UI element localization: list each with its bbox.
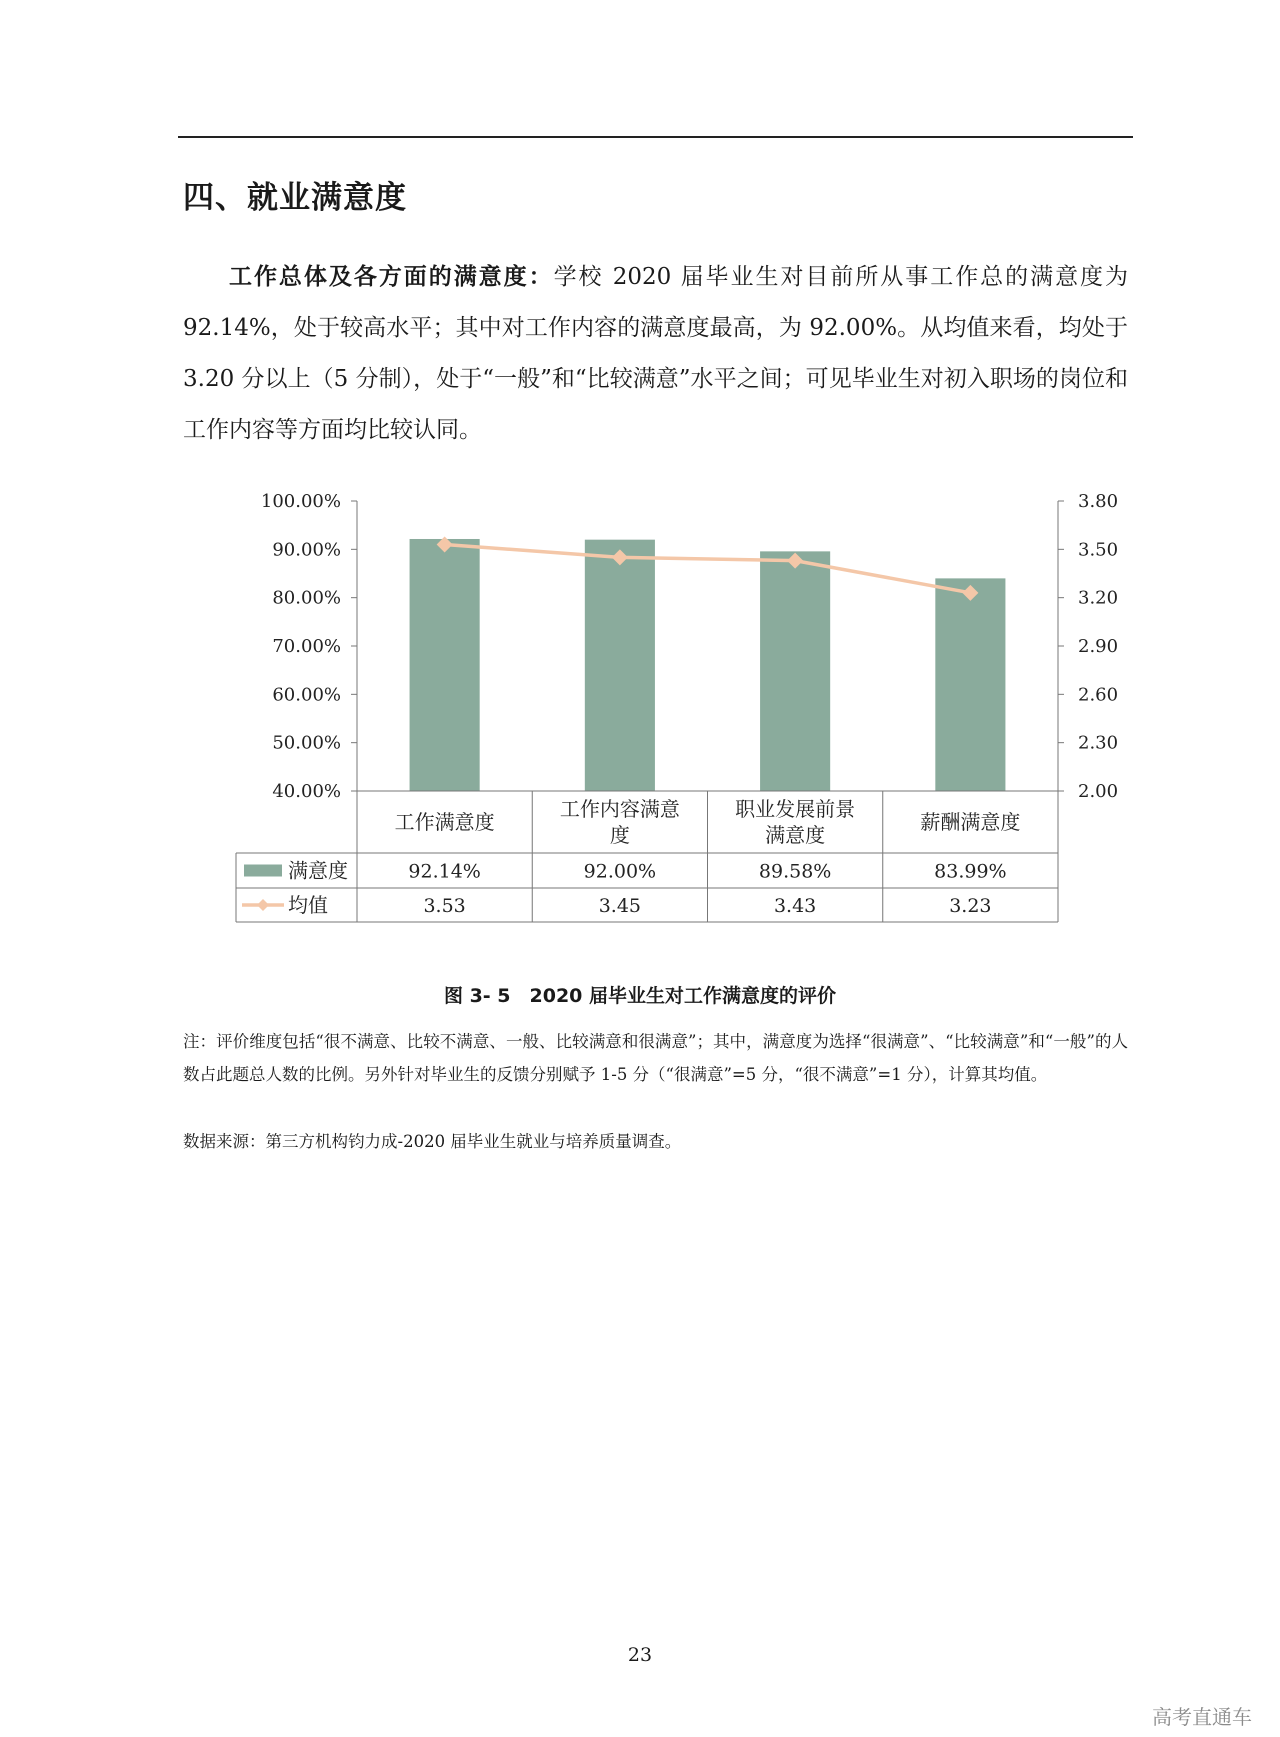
figure-note: 注：评价维度包括“很不满意、比较不满意、一般、比较满意和很满意”；其中，满意度为选择“很满意”、“比较满意”和“一般”的人数占此题总人数的比例。另外针对毕业生的反馈分别赋予 1-5 分（“很满意”=5 分，“很不满意”=1 分），计算其均值。: [183, 1032, 1128, 1084]
bar-2: [585, 540, 655, 791]
y-right-tick-label: 3.80: [1078, 491, 1119, 512]
y-left-tick-label: 60.00%: [272, 684, 341, 706]
category-label: 度: [609, 823, 630, 847]
data-label-satisfaction: 92.00%: [583, 860, 657, 883]
y-left-tick-label: 90.00%: [272, 539, 341, 561]
legend-label-mean: 均值: [288, 893, 328, 917]
paragraph-text: 学校 2020 届毕业生对目前所从事工作总的满意度为 92.14%，处于较高水平；其中对工作内容的满意度最高，为 92.00%。从均值来看，均处于 3.20 分以上（5 分制），处于“一般”和“比较满意”水平之间；可见毕业生对初入职场的岗位和工作内容等方面均比较认同。: [183, 264, 1129, 443]
figure-caption: 图 3- 5 2020 届毕业生对工作满意度的评价: [443, 985, 837, 1007]
legend-key-marker: [257, 899, 269, 911]
y-right-tick-label: 2.00: [1078, 781, 1119, 802]
page-number: 23: [627, 1644, 653, 1666]
bar-1: [410, 539, 480, 791]
y-left-tick-label: 70.00%: [272, 636, 341, 657]
header-rule: [178, 136, 1133, 138]
mean-line: [445, 545, 971, 593]
legend-label-satisfaction: 满意度: [288, 858, 348, 883]
category-label: 薪酬满意度: [920, 810, 1021, 834]
category-label: 职业发展前景: [735, 797, 856, 821]
section-title: 四、就业满意度: [183, 180, 407, 216]
y-left-tick-label: 40.00%: [272, 781, 341, 802]
bar-4: [935, 578, 1005, 791]
satisfaction-chart: [0, 470, 1280, 940]
data-label-satisfaction: 89.58%: [758, 860, 832, 883]
paragraph-lead: 工作总体及各方面的满意度：: [229, 264, 554, 290]
y-left-tick-label: 80.00%: [272, 587, 341, 609]
y-right-tick-label: 2.90: [1078, 636, 1119, 657]
body-paragraph: [183, 252, 1128, 456]
y-right-tick-label: 2.30: [1078, 732, 1119, 754]
y-right-tick-label: 3.20: [1078, 587, 1119, 609]
data-label-mean: 3.45: [598, 895, 642, 917]
category-label: 满意度: [765, 823, 826, 847]
bar-3: [760, 551, 830, 791]
category-label: 工作满意度: [394, 810, 495, 834]
y-left-tick-label: 50.00%: [272, 732, 341, 754]
data-label-mean: 3.23: [949, 895, 992, 917]
y-right-tick-label: 3.50: [1078, 539, 1119, 561]
watermark: 高考直通车: [1152, 1705, 1252, 1729]
y-left-tick-label: 100.00%: [260, 491, 341, 512]
data-source: 数据来源：第三方机构钧力成-2020 届毕业生就业与培养质量调查。: [183, 1132, 682, 1151]
data-label-satisfaction: 83.99%: [934, 860, 1007, 883]
y-right-tick-label: 2.60: [1078, 684, 1119, 706]
data-label-satisfaction: 92.14%: [408, 860, 481, 883]
legend-key-bar: [244, 865, 282, 877]
category-label: 工作内容满意: [559, 797, 680, 821]
data-label-mean: 3.43: [773, 895, 817, 917]
data-label-mean: 3.53: [423, 895, 466, 917]
